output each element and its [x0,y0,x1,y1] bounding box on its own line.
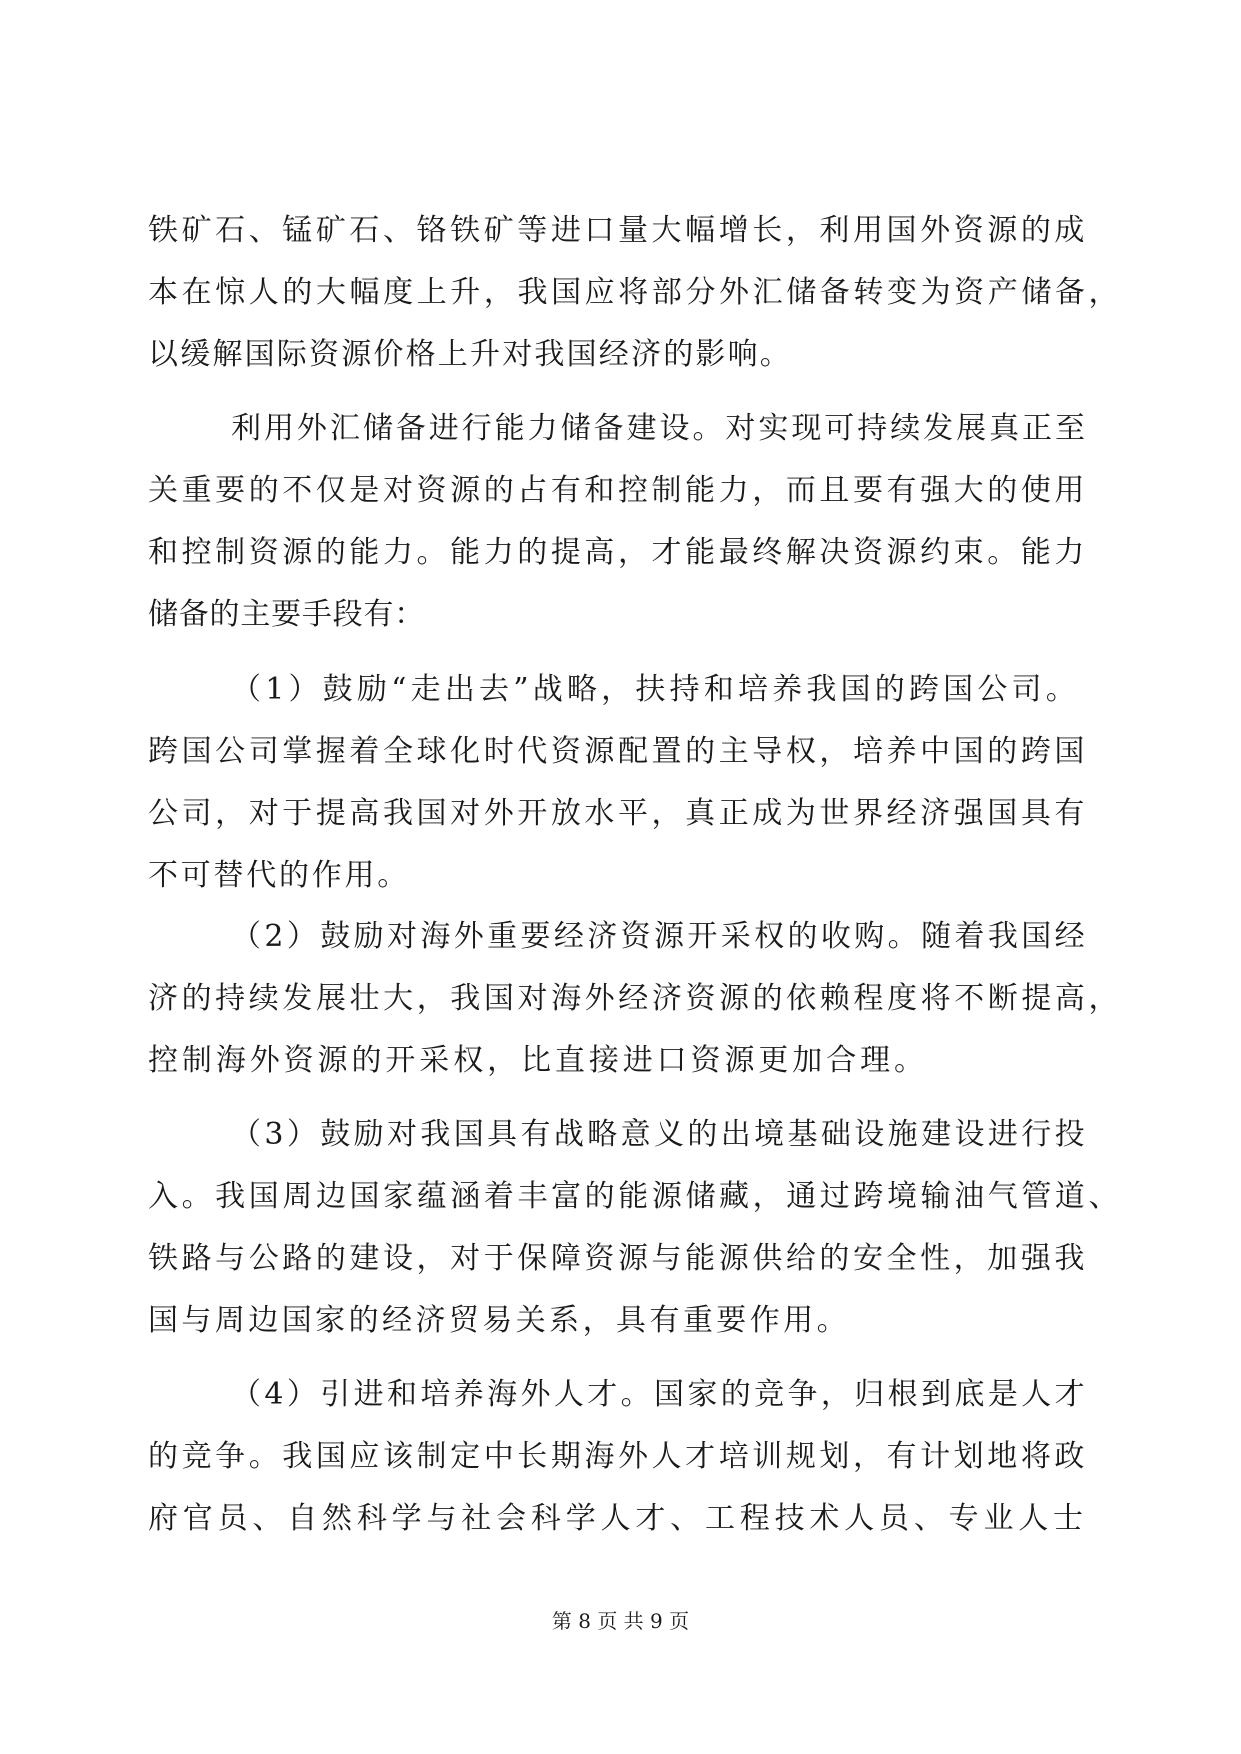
text-line-content: 跨国公司掌握着全球化时代资源配置的主导权，培养中国的跨国 [148,734,1088,769]
text-line [0,1105,1241,1165]
text-line-content: 国与周边国家的经济贸易关系，具有重要作用。 [148,1303,851,1338]
text-line [0,1167,1241,1227]
text-line [0,722,1241,782]
text-line-content: （1）鼓励“走出去”战略，扶持和培养我国的跨国公司。 [231,672,1080,707]
text-line [0,784,1241,844]
text-line [0,846,1241,906]
text-line [0,1229,1241,1289]
text-line [0,969,1241,1029]
text-line [0,523,1241,583]
page-number-label: 第 8 页 共 9 页 [551,1609,690,1633]
text-line [0,399,1241,459]
text-line-content: 本在惊人的大幅度上升，我国应将部分外汇储备转变为资产储备， [148,275,1123,310]
text-line [0,1489,1241,1549]
text-line-content: 的竞争。我国应该制定中长期海外人才培训规划，有计划地将政 [148,1439,1088,1474]
text-line-content: 入。我国周边国家蕴涵着丰富的能源储藏，通过跨境输油气管道、 [148,1179,1123,1214]
text-line-content: 利用外汇储备进行能力储备建设。对实现可持续发展真正至 [231,411,1088,446]
text-line [0,201,1241,261]
text-line [0,585,1241,645]
text-line-content: 和控制资源的能力。能力的提高，才能最终解决资源约束。能力 [148,535,1088,570]
text-line [0,1291,1241,1351]
text-line [0,907,1241,967]
text-line-content: 关重要的不仅是对资源的占有和控制能力，而且要有强大的使用 [148,473,1088,508]
text-line [0,461,1241,521]
text-line-content: （3）鼓励对我国具有战略意义的出境基础设施建设进行投 [231,1117,1088,1152]
text-line [0,325,1241,385]
text-line-content: 铁路与公路的建设，对于保障资源与能源供给的安全性，加强我 [148,1241,1088,1276]
text-line-content: 府官员、自然科学与社会科学人才、工程技术人员、专业人士 [148,1501,1088,1536]
text-line-content: 济的持续发展壮大，我国对海外经济资源的依赖程度将不断提高， [148,981,1123,1016]
text-line [0,263,1241,323]
text-line-content: 公司，对于提高我国对外开放水平，真正成为世界经济强国具有 [148,796,1088,831]
text-line-content: （2）鼓励对海外重要经济资源开采权的收购。随着我国经 [231,919,1088,954]
text-line [0,1031,1241,1091]
text-line-content: 控制海外资源的开采权，比直接进口资源更加合理。 [148,1043,928,1078]
text-line-content: （4）引进和培养海外人才。国家的竞争，归根到底是人才 [231,1377,1088,1412]
text-line-content: 不可替代的作用。 [148,858,410,893]
text-line-content: 以缓解国际资源价格上升对我国经济的影响。 [148,337,792,372]
text-line [0,1365,1241,1425]
text-line [0,1427,1241,1487]
text-line-content: 储备的主要手段有： [148,597,426,632]
page-footer [0,1603,1241,1639]
text-line [0,660,1241,720]
text-line-content: 铁矿石、锰矿石、铬铁矿等进口量大幅增长，利用国外资源的成 [148,213,1088,248]
